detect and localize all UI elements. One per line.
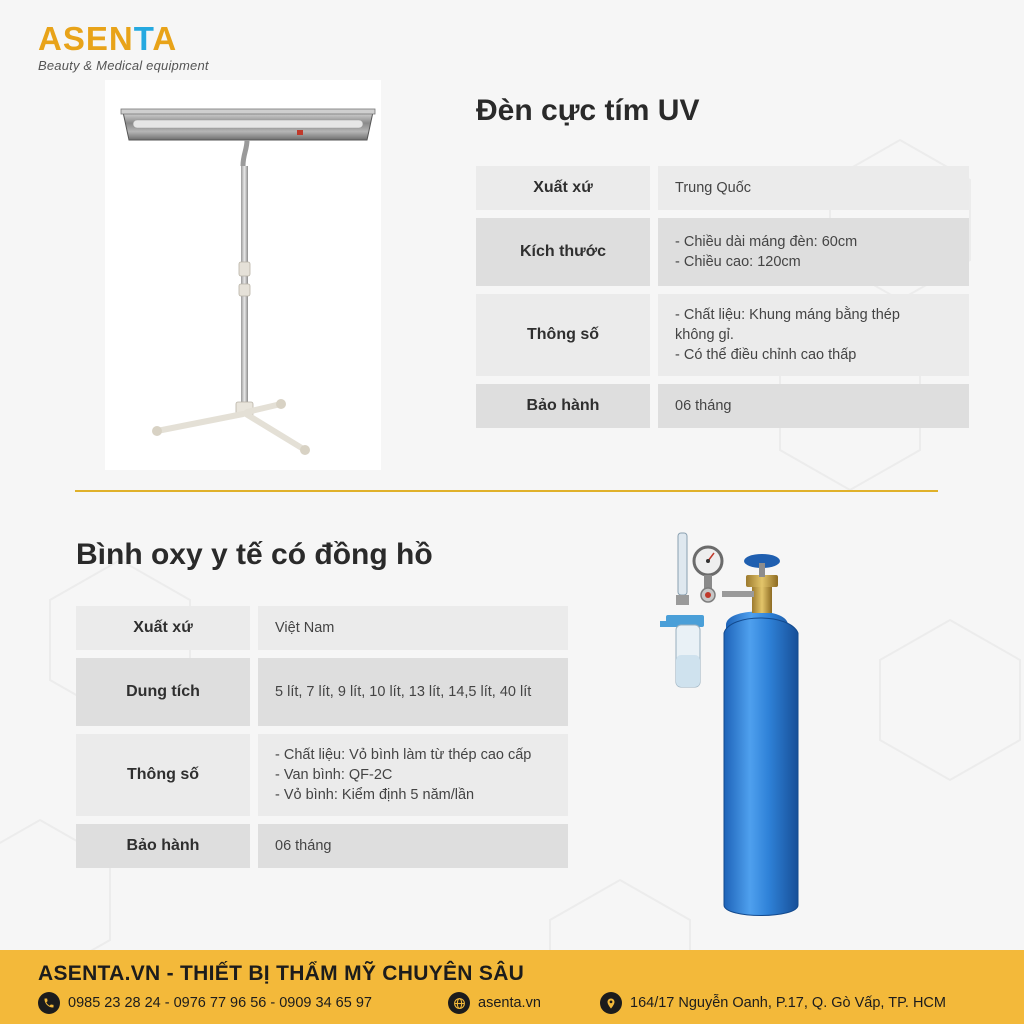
section-divider	[75, 490, 938, 492]
spec-row-dimensions	[476, 218, 969, 286]
oxygen-tank-image	[640, 525, 820, 925]
spec-label: Kích thước	[476, 218, 650, 286]
footer-address[interactable]	[600, 992, 946, 1014]
spec-value: - Chiều dài máng đèn: 60cm - Chiều cao: 120cm	[658, 218, 969, 286]
footer-title: ASENTA.VN - THIẾT BỊ THẨM MỸ CHUYÊN SÂU	[38, 962, 525, 985]
spec-row-warranty	[76, 824, 568, 868]
spec-label: Bảo hành	[476, 384, 650, 428]
spec-row-parameters	[76, 734, 568, 816]
spec-value: 5 lít, 7 lít, 9 lít, 10 lít, 13 lít, 14,5 lít, 40 lít	[258, 658, 568, 726]
spec-row-capacity	[76, 658, 568, 726]
spec-value: 06 tháng	[258, 824, 568, 868]
spec-label: Bảo hành	[76, 824, 250, 868]
globe-icon	[448, 992, 470, 1014]
product-title-uv-lamp: Đèn cực tím UV	[476, 94, 700, 127]
spec-value: Việt Nam	[258, 606, 568, 650]
spec-value: - Chất liệu: Khung máng bằng thép không gỉ. - Có thể điều chỉnh cao thấp	[658, 294, 969, 376]
spec-label: Thông số	[76, 734, 250, 816]
spec-value: - Chất liệu: Vỏ bình làm từ thép cao cấp - Van bình: QF-2C - Vỏ bình: Kiểm định 5 năm/lần	[258, 734, 568, 816]
footer-phone[interactable]	[38, 992, 372, 1014]
brand-logo[interactable]	[38, 22, 209, 73]
product-title-oxygen-tank: Bình oxy y tế có đồng hồ	[76, 538, 433, 571]
uv-lamp-image	[105, 80, 381, 470]
website-link: asenta.vn	[478, 995, 541, 1011]
spec-row-origin	[476, 166, 969, 210]
spec-row-parameters	[476, 294, 969, 376]
logo-wordmark: ASENTA	[38, 20, 178, 57]
logo-tagline: Beauty & Medical equipment	[38, 58, 209, 73]
footer-bar	[0, 950, 1024, 1024]
spec-label: Xuất xứ	[476, 166, 650, 210]
location-pin-icon	[600, 992, 622, 1014]
phone-numbers: 0985 23 28 24 - 0976 77 96 56 - 0909 34 65 97	[68, 995, 372, 1011]
spec-table-uv-lamp	[476, 166, 969, 436]
phone-icon	[38, 992, 60, 1014]
spec-label: Dung tích	[76, 658, 250, 726]
footer-website[interactable]	[448, 992, 541, 1014]
uv-lamp-stand-icon	[105, 80, 381, 470]
spec-value: 06 tháng	[658, 384, 969, 428]
spec-value: Trung Quốc	[658, 166, 969, 210]
address-text: 164/17 Nguyễn Oanh, P.17, Q. Gò Vấp, TP. HCM	[630, 995, 946, 1011]
spec-table-oxygen-tank	[76, 606, 568, 876]
oxygen-cylinder-icon	[640, 525, 820, 925]
spec-row-origin	[76, 606, 568, 650]
spec-label: Thông số	[476, 294, 650, 376]
spec-label: Xuất xứ	[76, 606, 250, 650]
spec-row-warranty	[476, 384, 969, 428]
